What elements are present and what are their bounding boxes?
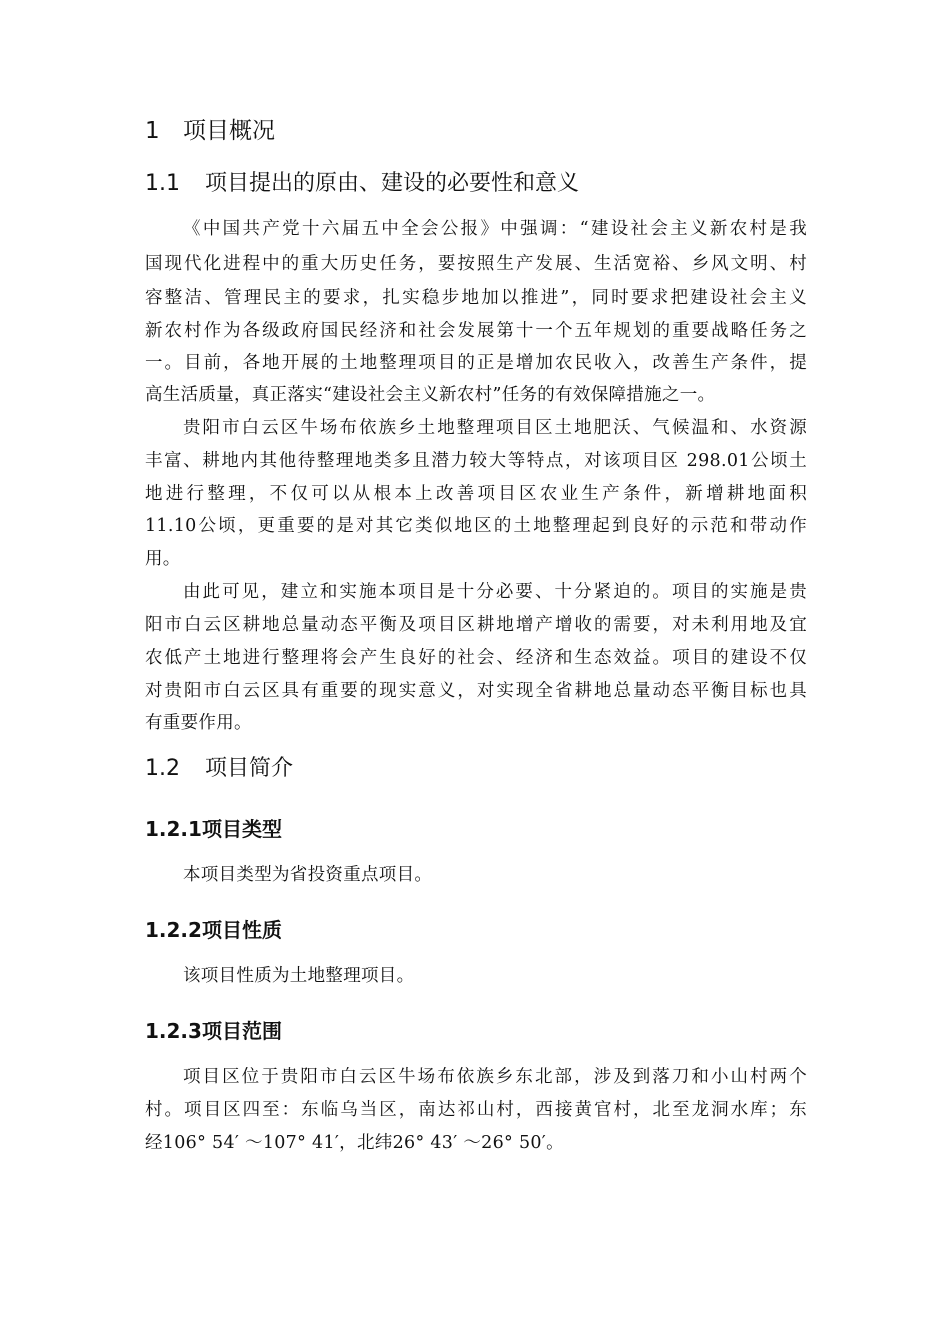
chapter-number: 1 bbox=[145, 118, 160, 144]
paragraph-line: 11.10公顷，更重要的是对其它类似地区的土地整理起到良好的示范和带动作 bbox=[145, 516, 807, 536]
paragraph-line: 高生活质量，真正落实“建设社会主义新农村”任务的有效保障措施之一。 bbox=[145, 385, 716, 405]
paragraph-line: 村。项目区四至：东临乌当区，南达祁山村，西接黄官村，北至龙洞水库；东 bbox=[145, 1100, 807, 1120]
paragraph-line: 阳市白云区耕地总量动态平衡及项目区耕地增产增收的需要，对未利用地及宜 bbox=[145, 615, 807, 635]
paragraph-line: 由此可见，建立和实施本项目是十分必要、十分紧迫的。项目的实施是贵 bbox=[183, 582, 807, 602]
paragraph-line: 新农村作为各级政府国民经济和社会发展第十一个五年规划的重要战略任务之 bbox=[145, 321, 807, 341]
paragraph-line: 有重要作用。 bbox=[145, 713, 252, 733]
paragraph-line: 农低产土地进行整理将会产生良好的社会、经济和生态效益。项目的建设不仅 bbox=[145, 648, 807, 668]
subsection-heading-1-2-2: 1.2.2项目性质 bbox=[145, 918, 282, 942]
section-title: 项目简介 bbox=[205, 756, 294, 781]
chapter-heading bbox=[145, 114, 275, 148]
paragraph-line: 一。目前，各地开展的土地整理项目的正是增加农民收入，改善生产条件，提 bbox=[145, 353, 807, 373]
section-title: 项目提出的原由、建设的必要性和意义 bbox=[205, 171, 580, 196]
subsection-heading-1-2-3: 1.2.3项目范围 bbox=[145, 1019, 282, 1043]
paragraph-line: 地进行整理，不仅可以从根本上改善项目区农业生产条件，新增耕地面积 bbox=[145, 484, 807, 504]
paragraph-line: 该项目性质为土地整理项目。 bbox=[183, 966, 415, 986]
section-number: 1.1 bbox=[145, 171, 180, 196]
paragraph-line: 丰富、耕地内其他待整理地类多且潜力较大等特点，对该项目区 298.01公顷土 bbox=[145, 451, 807, 471]
paragraph-line: 国现代化进程中的重大历史任务，要按照生产发展、生活宽裕、乡风文明、村 bbox=[145, 254, 807, 274]
chapter-title: 项目概况 bbox=[183, 118, 275, 144]
paragraph-line: 《中国共产党十六届五中全会公报》中强调：“建设社会主义新农村是我 bbox=[183, 219, 807, 239]
section-number: 1.2 bbox=[145, 756, 180, 781]
paragraph-line: 项目区位于贵阳市白云区牛场布依族乡东北部，涉及到落刀和小山村两个 bbox=[183, 1067, 807, 1087]
subsection-heading-1-2-1: 1.2.1项目类型 bbox=[145, 817, 282, 841]
paragraph-line: 对贵阳市白云区具有重要的现实意义，对实现全省耕地总量动态平衡目标也具 bbox=[145, 681, 807, 701]
paragraph-line: 用。 bbox=[145, 549, 181, 569]
paragraph-line: 经106° 54′ ～107° 41′，北纬26° 43′ ～26° 50′。 bbox=[145, 1133, 564, 1153]
section-heading-1-2 bbox=[145, 753, 293, 785]
paragraph-line: 容整洁、管理民主的要求，扎实稳步地加以推进”，同时要求把建设社会主义 bbox=[145, 288, 807, 308]
paragraph-line: 贵阳市白云区牛场布依族乡土地整理项目区土地肥沃、气候温和、水资源 bbox=[183, 418, 807, 438]
section-heading-1-1 bbox=[145, 168, 579, 200]
paragraph-line: 本项目类型为省投资重点项目。 bbox=[183, 865, 433, 885]
